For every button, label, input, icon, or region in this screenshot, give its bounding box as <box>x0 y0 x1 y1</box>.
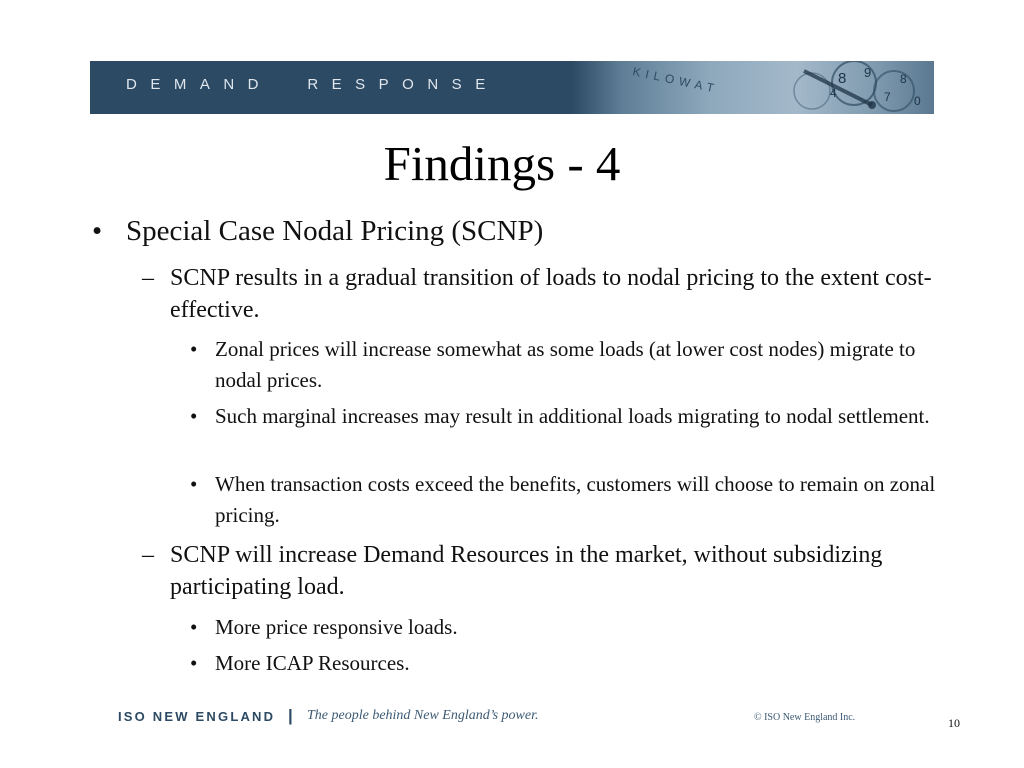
slide-title: Findings - 4 <box>383 136 621 191</box>
svg-text:8: 8 <box>838 70 847 87</box>
kilowatt-meter-image <box>572 61 934 114</box>
svg-text:8: 8 <box>900 72 907 86</box>
bullet-text: More ICAP Resources. <box>215 651 410 675</box>
bullet-text: Zonal prices will increase somewhat as some loads (at lower cost nodes) migrate to nodal prices. <box>215 337 916 392</box>
bullet-icon: • <box>190 472 198 496</box>
bullet-text: Special Case Nodal Pricing (SCNP) <box>126 215 544 247</box>
page-number: 10 <box>948 716 960 730</box>
banner-label: DEMAND RESPONSE <box>126 76 499 93</box>
bullet-icon: • <box>190 615 198 639</box>
bullet-icon: • <box>190 337 198 361</box>
footer-tagline: The people behind New England’s power. <box>307 708 539 723</box>
bullet-text: More price responsive loads. <box>215 615 458 639</box>
footer-copyright: © ISO New England Inc. <box>754 712 856 723</box>
bullet-text: Such marginal increases may result in additional loads migrating to nodal settlement. <box>215 404 930 428</box>
footer-org-name: ISO NEW ENGLAND <box>118 709 276 724</box>
bullet-icon: • <box>92 215 103 247</box>
svg-text:4: 4 <box>830 86 837 100</box>
bullet-icon: • <box>190 404 198 428</box>
svg-text:0: 0 <box>914 94 921 108</box>
bullet-text: SCNP will increase Demand Resources in the market, without subsidizing participating load. <box>170 542 883 600</box>
bullet-icon: • <box>190 651 198 675</box>
meter-dial-icon <box>572 61 934 114</box>
svg-text:9: 9 <box>864 65 872 80</box>
dash-icon: – <box>142 265 154 291</box>
footer-separator: | <box>288 706 293 725</box>
dash-icon: – <box>142 542 154 568</box>
svg-text:7: 7 <box>884 90 891 104</box>
header-banner <box>90 61 934 114</box>
svg-text:KILOWAT: KILOWAT <box>631 64 721 97</box>
bullet-text: SCNP results in a gradual transition of loads to nodal pricing to the extent cost-effective. <box>170 265 932 323</box>
bullet-text: When transaction costs exceed the benefits, customers will choose to remain on zonal pricing. <box>215 472 936 527</box>
